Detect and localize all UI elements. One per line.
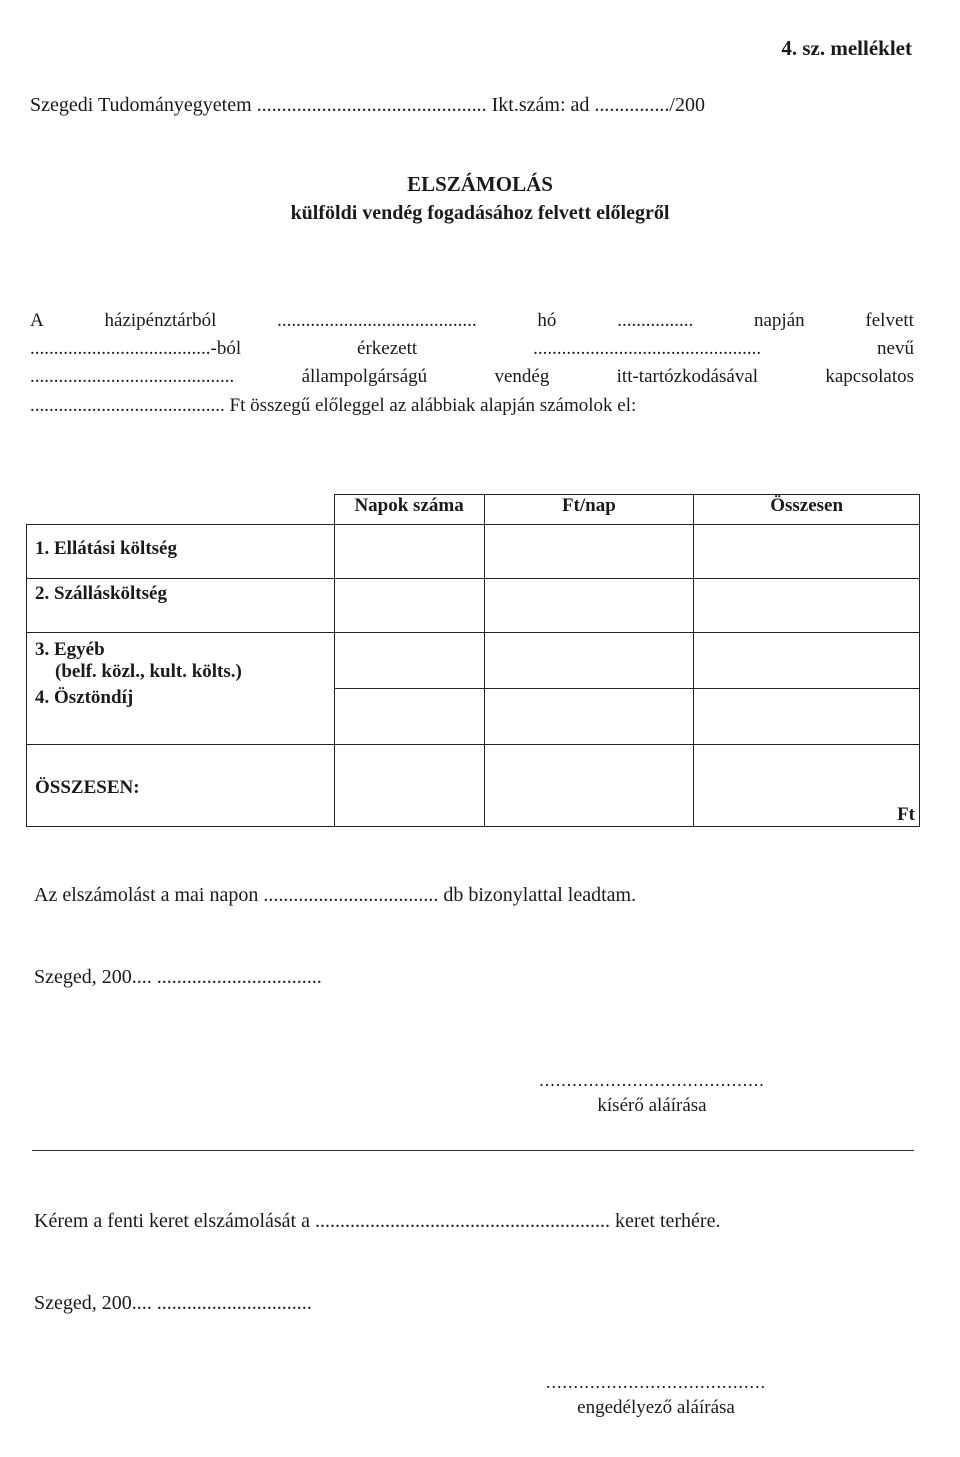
ikt-dots: ............... [594, 94, 670, 116]
fill-dots: .......................................... [277, 310, 477, 331]
cell-days[interactable] [334, 525, 484, 579]
request-suffix: keret terhére. [614, 1210, 721, 1232]
document-header [30, 94, 705, 117]
word: állampolgárságú [301, 366, 428, 387]
cell-total[interactable] [694, 525, 920, 579]
approver-signature-line: ........................................ [546, 1372, 766, 1392]
total-label: ÖSSZESEN: [27, 745, 335, 827]
cell-total[interactable] [694, 633, 920, 689]
cell-per-day[interactable] [484, 745, 694, 827]
divider [32, 1150, 914, 1151]
word: vendég [494, 366, 550, 387]
word: kapcsolatos [825, 366, 914, 387]
paragraph-line-4: ......................................... Ft összegű előleggel az alábbiak alapján számolok el: [30, 395, 637, 416]
university-dots: .............................................. [256, 94, 487, 116]
cell-total[interactable] [694, 579, 920, 633]
cell-days[interactable] [334, 745, 484, 827]
row-label-accommodation: 2. Szállásköltség [27, 579, 335, 633]
paragraph-line-2 [30, 338, 914, 360]
ikt-label: Ikt.szám: ad [491, 94, 590, 116]
table-total-row [27, 745, 920, 827]
fill-dots: ................ [617, 310, 694, 331]
request-line [34, 1210, 720, 1233]
column-header-total: Összesen [694, 495, 920, 525]
annex-number: 4. sz. melléklet [781, 36, 912, 60]
cell-per-day[interactable] [484, 579, 694, 633]
total-unit: Ft [694, 745, 920, 827]
fill-dots: ................................................ [533, 338, 762, 359]
cell-days[interactable] [334, 633, 484, 689]
table-row [27, 689, 920, 745]
document-subtitle: külföldi vendég fogadásához felvett előlegről [290, 202, 670, 224]
cell-days[interactable] [334, 579, 484, 633]
word: hó [537, 310, 557, 331]
document-title: ELSZÁMOLÁS [407, 172, 553, 196]
expense-table [26, 494, 920, 827]
fill-dots: ........................................... [30, 366, 235, 387]
row-label-meals: 1. Ellátási költség [27, 525, 335, 579]
word: itt-tartózkodásával [616, 366, 759, 387]
row-label-scholarship: 4. Ösztöndíj [27, 689, 335, 745]
column-header-days: Napok száma [334, 495, 484, 525]
approver-signature-label: engedélyező aláírása [577, 1397, 735, 1418]
approver-signature [486, 1372, 826, 1419]
paragraph-line-3 [30, 366, 914, 388]
other-label: 3. Egyéb [35, 639, 105, 660]
escort-signature-line: ......................................... [539, 1070, 765, 1090]
table-header-row [27, 495, 920, 525]
cell-per-day[interactable] [484, 689, 694, 745]
paragraph-line-1 [30, 310, 914, 332]
empty-corner [27, 495, 335, 525]
submission-dots: ................................... [263, 884, 439, 906]
submission-line [34, 884, 636, 907]
word: A [30, 310, 44, 331]
escort-signature [482, 1070, 822, 1117]
table-row [27, 633, 920, 689]
university-name: Szegedi Tudományegyetem [30, 94, 252, 116]
column-header-per-day: Ft/nap [484, 495, 694, 525]
ikt-suffix: /200 [669, 94, 705, 116]
other-detail: (belf. közl., kult. költs.) [55, 661, 242, 682]
place-date-1: Szeged, 200.... ................................. [34, 966, 322, 988]
cell-days[interactable] [334, 689, 484, 745]
escort-signature-label: kísérő aláírása [597, 1095, 707, 1116]
word: érkezett [357, 338, 418, 359]
request-prefix: Kérem a fenti keret elszámolását a [34, 1210, 310, 1232]
word: házipénztárból [104, 310, 217, 331]
submission-suffix: db bizonylattal leadtam. [443, 884, 637, 906]
table-row [27, 579, 920, 633]
cell-per-day[interactable] [484, 525, 694, 579]
fill-dots: ......................................-ból [30, 338, 242, 359]
submission-prefix: Az elszámolást a mai napon [34, 884, 259, 906]
table-row [27, 525, 920, 579]
word: napján [753, 310, 805, 331]
place-date-2: Szeged, 200.... ............................... [34, 1292, 312, 1314]
word: felvett [865, 310, 914, 331]
cell-total[interactable] [694, 689, 920, 745]
cell-per-day[interactable] [484, 633, 694, 689]
word: nevű [877, 338, 914, 359]
row-label-other [27, 633, 335, 689]
request-dots: ........................................................... [314, 1210, 610, 1232]
